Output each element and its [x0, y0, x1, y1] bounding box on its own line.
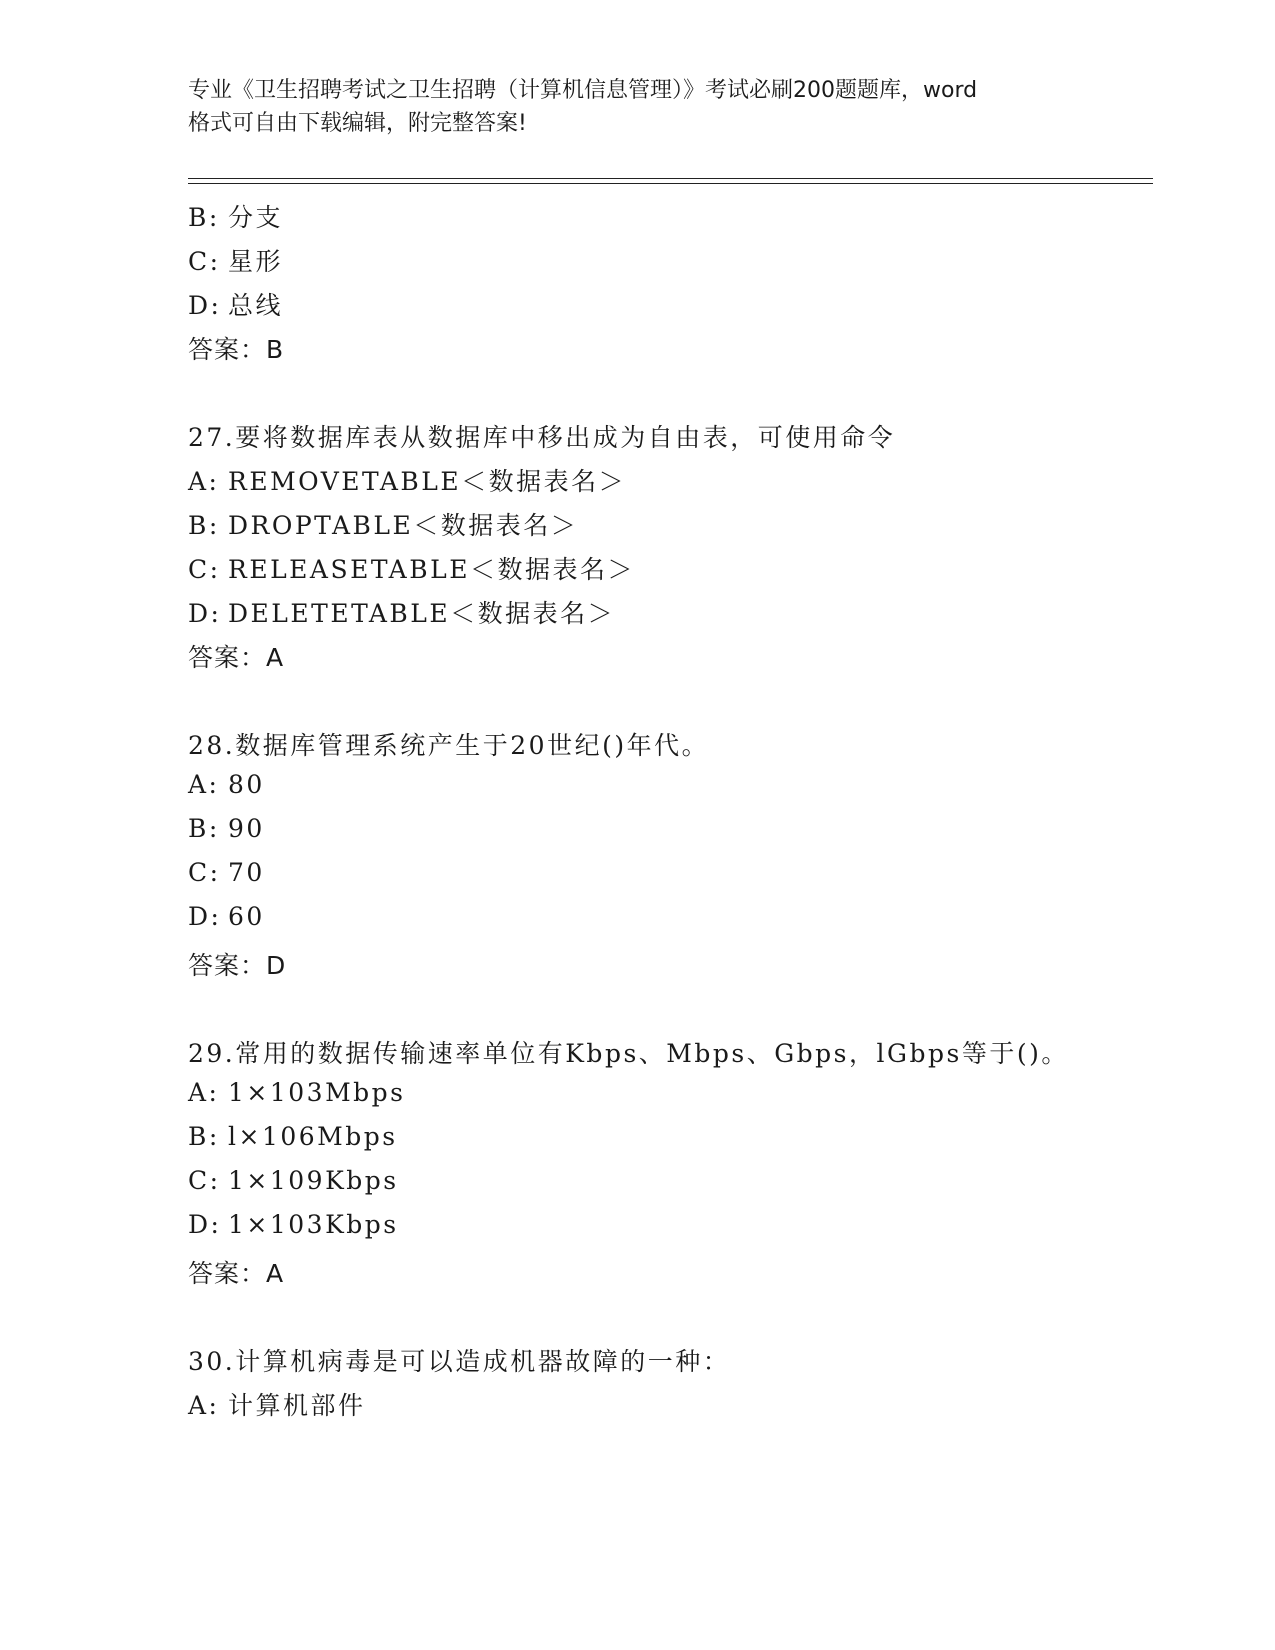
q27-option-b: [188, 506, 578, 542]
q29-answer: 答案：A: [188, 1259, 285, 1288]
q30-option-a: [188, 1386, 366, 1422]
option-key: C:: [188, 555, 221, 584]
q29-option-c: [188, 1166, 399, 1195]
option-text: DELETETABLE＜数据表名＞: [228, 599, 616, 628]
option-text: 1×103Mbps: [228, 1078, 406, 1107]
q29-option-b: [188, 1122, 398, 1151]
document-header: [188, 74, 1088, 140]
option-text: 80: [228, 770, 265, 799]
q26-answer: 答案：B: [188, 335, 285, 364]
option-text: REMOVETABLE＜数据表名＞: [228, 467, 627, 496]
q28-answer: 答案：D: [188, 951, 287, 980]
q28-option-c: [188, 858, 265, 887]
header-divider-bottom: [188, 183, 1153, 184]
option-text: DROPTABLE＜数据表名＞: [228, 511, 579, 540]
q29-question: 29.常用的数据传输速率单位有Kbps、Mbps、Gbps，lGbps等于()。: [188, 1039, 1069, 1068]
q28-option-b: [188, 814, 265, 843]
option-key: C:: [188, 858, 221, 887]
option-key: D:: [188, 599, 222, 628]
option-key: A:: [188, 1078, 220, 1107]
option-text: 星形: [228, 247, 284, 276]
option-key: D:: [188, 291, 222, 320]
q27-option-d: [188, 594, 615, 630]
option-text: 1×109Kbps: [228, 1166, 399, 1195]
option-key: C:: [188, 247, 221, 276]
option-key: A:: [188, 1391, 220, 1420]
q27-question: 27.要将数据库表从数据库中移出成为自由表，可使用命令: [188, 423, 896, 452]
q29-option-a: [188, 1078, 406, 1107]
option-key: A:: [188, 770, 220, 799]
option-key: B:: [188, 511, 220, 540]
q26-option-b: [188, 198, 283, 234]
q28-option-d: [188, 902, 265, 931]
header-divider-top: [188, 178, 1153, 179]
q27-option-a: [188, 462, 626, 498]
header-title-line-1: 专业《卫生招聘考试之卫生招聘（计算机信息管理）》考试必刷200题题库，word: [188, 78, 978, 103]
header-title-line-2: 格式可自由下载编辑，附完整答案!: [188, 111, 527, 136]
option-text: 1×103Kbps: [228, 1210, 399, 1239]
q28-question: 28.数据库管理系统产生于20世纪()年代。: [188, 731, 710, 760]
option-text: 90: [228, 814, 265, 843]
option-key: B:: [188, 203, 220, 232]
q26-option-d: [188, 286, 283, 322]
option-key: D:: [188, 1210, 222, 1239]
option-key: B:: [188, 814, 220, 843]
q29-option-d: [188, 1210, 399, 1239]
option-text: 总线: [228, 291, 284, 320]
q27-answer: 答案：A: [188, 643, 285, 672]
option-text: RELEASETABLE＜数据表名＞: [228, 555, 635, 584]
option-key: A:: [188, 467, 220, 496]
option-key: C:: [188, 1166, 221, 1195]
option-key: D:: [188, 902, 222, 931]
option-text: 计算机部件: [228, 1391, 366, 1420]
option-text: 60: [228, 902, 265, 931]
q26-option-c: [188, 242, 283, 278]
option-text: 分支: [228, 203, 284, 232]
q27-option-c: [188, 550, 635, 586]
option-text: l×106Mbps: [228, 1122, 398, 1151]
option-text: 70: [228, 858, 265, 887]
q30-question: 30.计算机病毒是可以造成机器故障的一种：: [188, 1347, 731, 1376]
q28-option-a: [188, 770, 265, 799]
option-key: B:: [188, 1122, 220, 1151]
